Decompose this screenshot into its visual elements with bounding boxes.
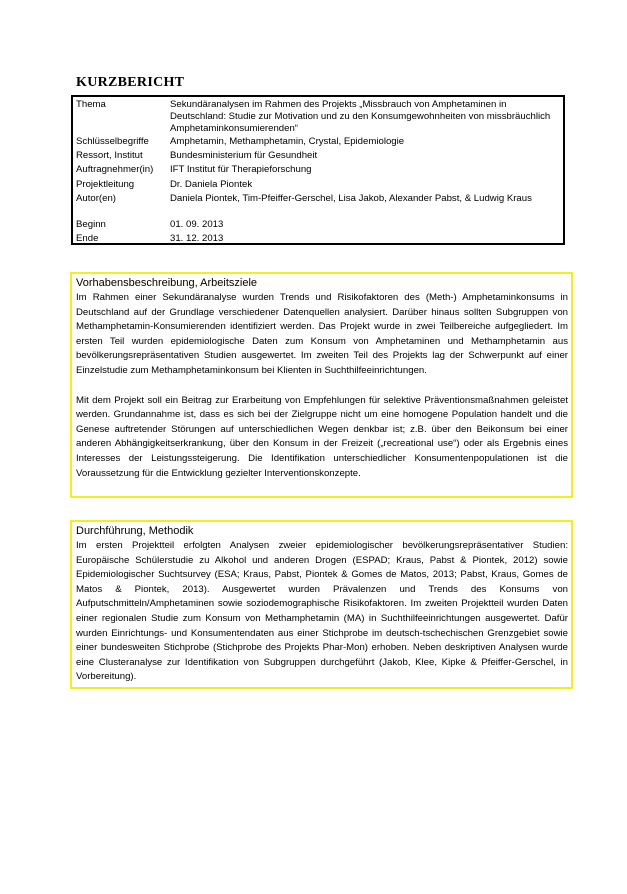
meta-label: Thema: [76, 99, 106, 110]
meta-value: IFT Institut für Therapieforschung: [170, 164, 312, 175]
metadata-table: [71, 95, 565, 245]
meta-value: Sekundäranalysen im Rahmen des Projekts „Missbrauch von Amphetaminen in Deutschland: Studie zur Motivation und zu den Konsumgewohnheiten von missbräuchlich Amphetaminkonsumierenden“: [170, 99, 551, 134]
meta-value: 01. 09. 2013: [170, 219, 224, 230]
meta-value: Daniela Piontek, Tim-Pfeiffer-Gerschel, Lisa Jakob, Alexander Pabst, & Ludwig Kraus: [170, 193, 532, 204]
meta-label: Schlüsselbegriffe: [76, 136, 149, 147]
section-paragraph: Im ersten Projektteil erfolgten Analysen zweier epidemiologischer bevölkerungsrepräsentativer Studien: Europäische Schülerstudie zu Alkohol und anderen Drogen (ESPAD; Kraus, Pabst & Piontek, 2012) sowie Epidemiologischer Suchtsurvey (ESA; Kraus, Pabst, Piontek & Gomes de Matos, 2013; Pabst, Kraus, Gomes de Matos & Piontek, 2013). Ausgewertet wurden Prävalenzen und Trends des Konsums von Aufputschmitteln/Amphetaminen sowie soziodemographische Risikofaktoren. Im zweiten Projektteil wurden Daten einer regionalen Studie zum Konsum von Methamphetamin (MA) in Suchthilfeeinrichtungen ausgewertet. Dafür wurden Einrichtungs- und Konsumentendaten aus einer Stichprobe im deutsch-tschechischen Grenzgebiet sowie einer bundesweiten Stichprobe (Stichprobe des Projekts Phar-Mon) erhoben. Neben deskriptiven Analysen wurde eine Clusteranalyse zur Identifikation von Subgruppen durchgeführt (Jakob, Klee, Kipke & Pfeiffer-Gerschel, in Vorbereitung).: [76, 540, 568, 683]
section-title: Durchführung, Methodik: [76, 525, 194, 537]
section-title: Vorhabensbeschreibung, Arbeitsziele: [76, 277, 258, 289]
section-paragraph: Im Rahmen einer Sekundäranalyse wurden Trends und Risikofaktoren des (Meth-) Amphetaminkonsums in Deutschland auf der Grundlage verschiedener Datenquellen analysiert. Darüber hinaus sollten Subgruppen von Methamphetamin-Konsumierenden identifiziert werden. Das Projekt wurde in zwei Teilbereiche aufgegliedert. Im ersten Teil wurden epidemiologische Daten zum Konsum von Amphetaminen und Methamphetamin aus bevölkerungsrepräsentativen Studien ausgewertet. Im zweiten Teil des Projekts lag der Schwerpunkt auf einer Einzelstudie zum Methamphetaminkonsum bei Klienten in Suchthilfeeinrichtungen.: [76, 292, 568, 376]
section-durchfuehrung: [70, 520, 573, 689]
meta-label: Ende: [76, 233, 99, 244]
meta-label: Autor(en): [76, 193, 116, 204]
meta-label: Projektleitung: [76, 179, 135, 190]
meta-label: Auftragnehmer(in): [76, 164, 154, 175]
meta-label: Ressort, Institut: [76, 150, 143, 161]
section-paragraph: Mit dem Projekt soll ein Beitrag zur Erarbeitung von Empfehlungen für selektive Präventionsmaßnahmen geleistet werden. Grundannahme ist, dass es sich bei der Zielgruppe nicht um eine homogene Population handelt und die Genese auftretender Störungen auf unterschiedlichen Wegen denkbar ist; z.B. über den Beikonsum bei einer anderen Abhängigkeitserkrankung, über den Konsum in der Freizeit („recreational use“) oder als Ergebnis eines Interesses der Leistungssteigerung. Die Identifikation unterschiedlicher Konsumentenpopulationen ist die Voraussetzung für die Entwicklung gezielter Interventionskonzepte.: [76, 394, 568, 479]
meta-value: Dr. Daniela Piontek: [170, 179, 253, 190]
document-title: KURZBERICHT: [76, 75, 185, 90]
meta-value: Amphetamin, Methamphetamin, Crystal, Epidemiologie: [170, 136, 405, 147]
meta-value: 31. 12. 2013: [170, 233, 224, 244]
section-vorhabensbeschreibung: [70, 272, 573, 498]
meta-label: Beginn: [76, 219, 106, 230]
meta-value: Bundesministerium für Gesundheit: [170, 150, 318, 161]
